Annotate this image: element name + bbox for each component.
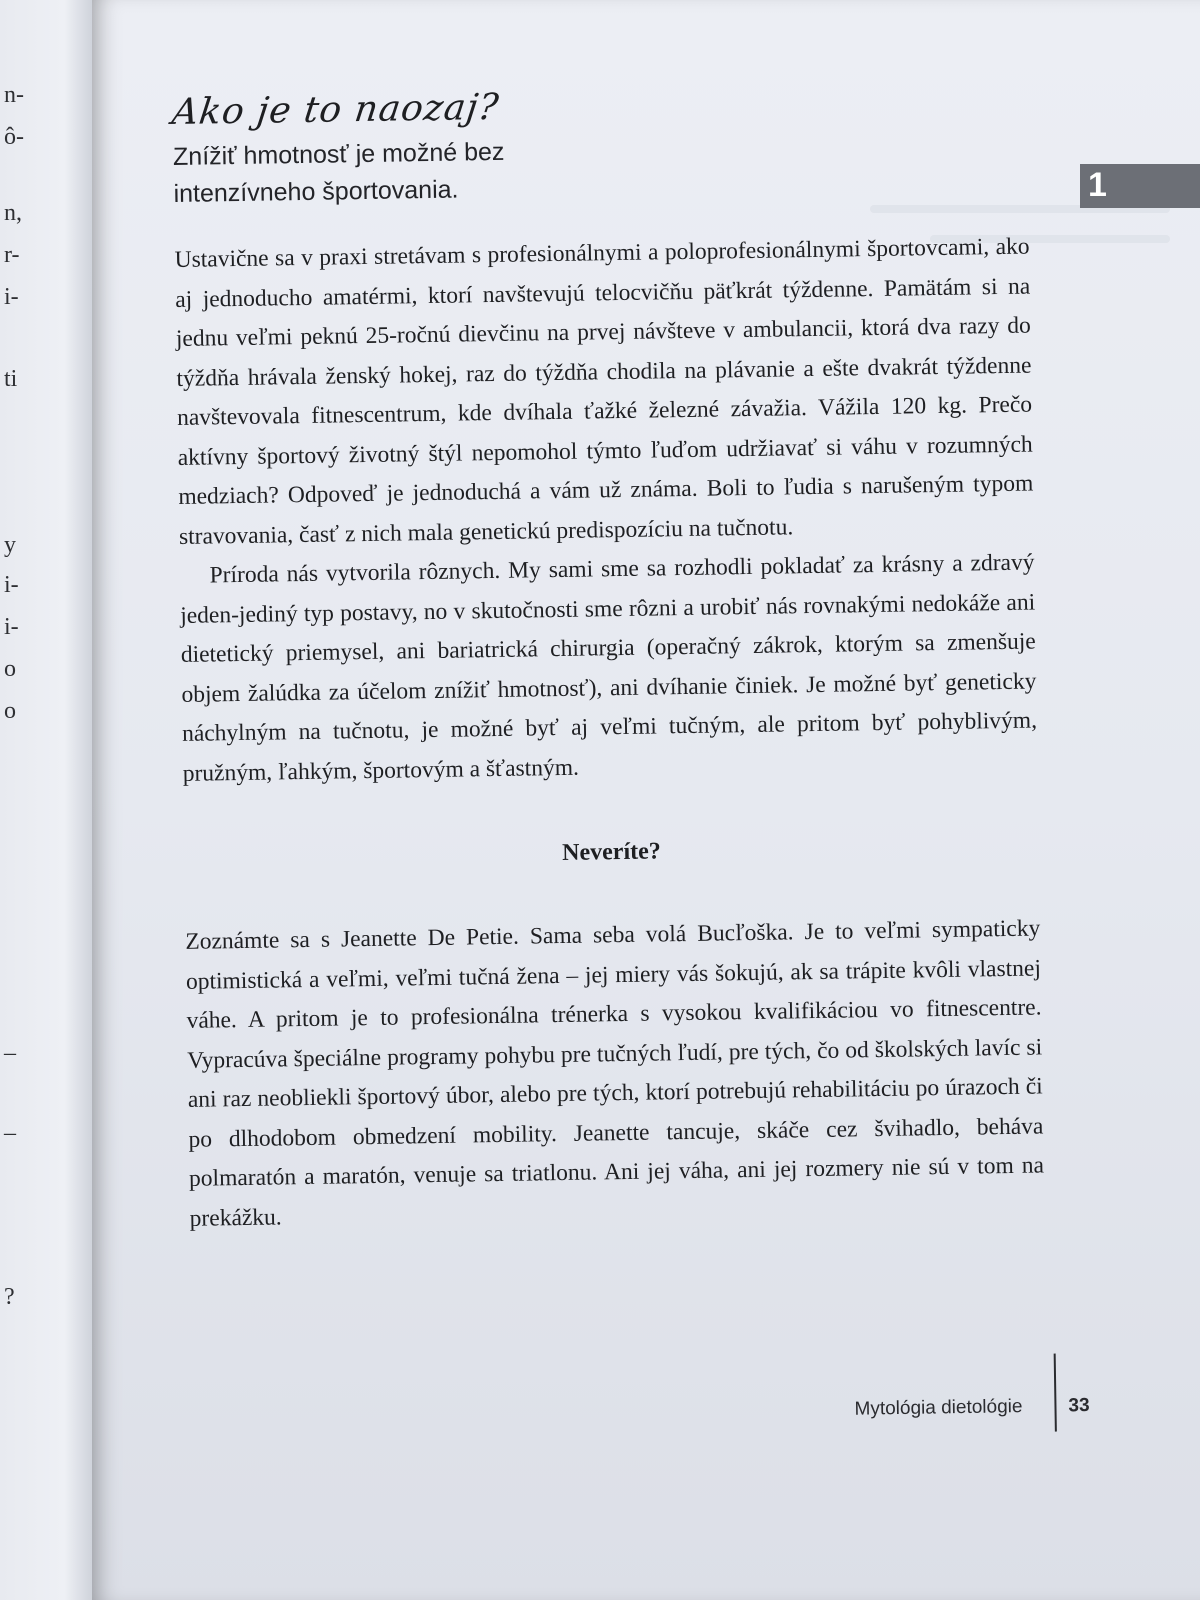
left-page-fragment: – [4, 1120, 16, 1146]
left-page-fragment: ? [4, 1284, 15, 1310]
chapter-tab [1080, 164, 1200, 208]
chapter-number: 1 [1088, 166, 1107, 204]
left-page-fragment: – [4, 1040, 16, 1066]
left-page-fragment: n- [4, 82, 24, 108]
page-number: 33 [1068, 1395, 1090, 1417]
body-paragraph: Ustavične sa v praxi stretávam s profesionálnymi a poloprofesionálnymi športovcami, ako aj jednoducho amatérmi, ktorí navštevujú telocvičňu päťkrát týždenne. Pamätám si na jednu veľmi peknú 25-ročnú dievčinu na prvej návšteve v ambulancii, ktorá dva razy do týždňa hrávala ženský hokej, raz do týždňa chodila na plávanie a ešte dvakrát týždenne navštevovala fitnescentrum, kde dvíhala ťažké železné závažia. Vážila 120 kg. Prečo aktívny športový životný štýl nepomohol týmto ľuďom udržiavať si váhu v rozumných medziach? Odpoveď je jednoduchá a vám už známa. Boli to ľudia s narušeným typom stravovania, časť z nich mala genetickú predispozíciu na tučnotu. [174, 233, 1034, 550]
left-page-fragment: i- [4, 284, 19, 310]
book-page [92, 0, 1200, 1600]
left-page-fragment: o [4, 656, 16, 682]
running-title: Mytológia dietológie [854, 1396, 1023, 1420]
footer-divider [1054, 1354, 1057, 1432]
page-footer [772, 1372, 1173, 1438]
left-page-fragment: ô- [4, 124, 24, 150]
body-paragraph: Príroda nás vytvorila rôznych. My sami sme sa rozhodli pokladať za krásny a zdravý jeden-jediný typ postavy, no v skutočnosti sme rôzni a urobiť nás rovnakými nedokáže ani dietetický priemysel, ani bariatrická chirurgia (operačný zákrok, ktorým sa zmenšuje objem žalúdka za účelom znížiť hmotnosť), ani dvíhanie činiek. Je možné byť geneticky náchylným na tučnotu, je možné byť aj veľmi tučným, ale pritom byť pohyblivým, pružným, ľahkým, športovým a šťastným. [180, 549, 1038, 787]
section-subtitle: Znížiť hmotnosť je možné bez intenzívneho športovania. [172, 137, 505, 208]
left-page-fragment: i- [4, 614, 19, 640]
left-page-edge [0, 0, 92, 1600]
left-page-fragment: y [4, 532, 16, 558]
left-page-fragment: i- [4, 572, 19, 598]
left-page-fragment: n, [4, 200, 22, 226]
page-content [169, 79, 1045, 1239]
left-page-fragment: o [4, 698, 16, 724]
left-page-fragment: ti [4, 366, 18, 392]
section-heading: Neveríte? [561, 838, 661, 866]
body-paragraph: Zoznámte sa s Jeanette De Petie. Sama seba volá Bucľoška. Je to veľmi sympaticky optimistická a veľmi, veľmi tučná žena – jej miery vás šokujú, ak sa trápite kvôli vlastnej váhe. A pritom je to profesionálna trénerka s vysokou kvalifikáciou vo fitnescentre. Vypracúva špeciálne programy pohybu pre tučných ľudí, pre tých, čo od školských lavíc si ani raz neobliekli športový úbor, alebo pre tých, ktorí potrebujú rehabilitáciu po úrazoch či po dlhodobom obmedzení mobility. Jeanette tancuje, skáče cez švihadlo, beháva polmaratón a maratón, venuje sa triatlonu. Ani jej váha, ani jej rozmery nie sú v tom na prekážku. [185, 915, 1045, 1232]
left-page-fragment: r- [4, 242, 20, 268]
handwritten-kicker: Ako je to naozaj? [169, 86, 502, 134]
